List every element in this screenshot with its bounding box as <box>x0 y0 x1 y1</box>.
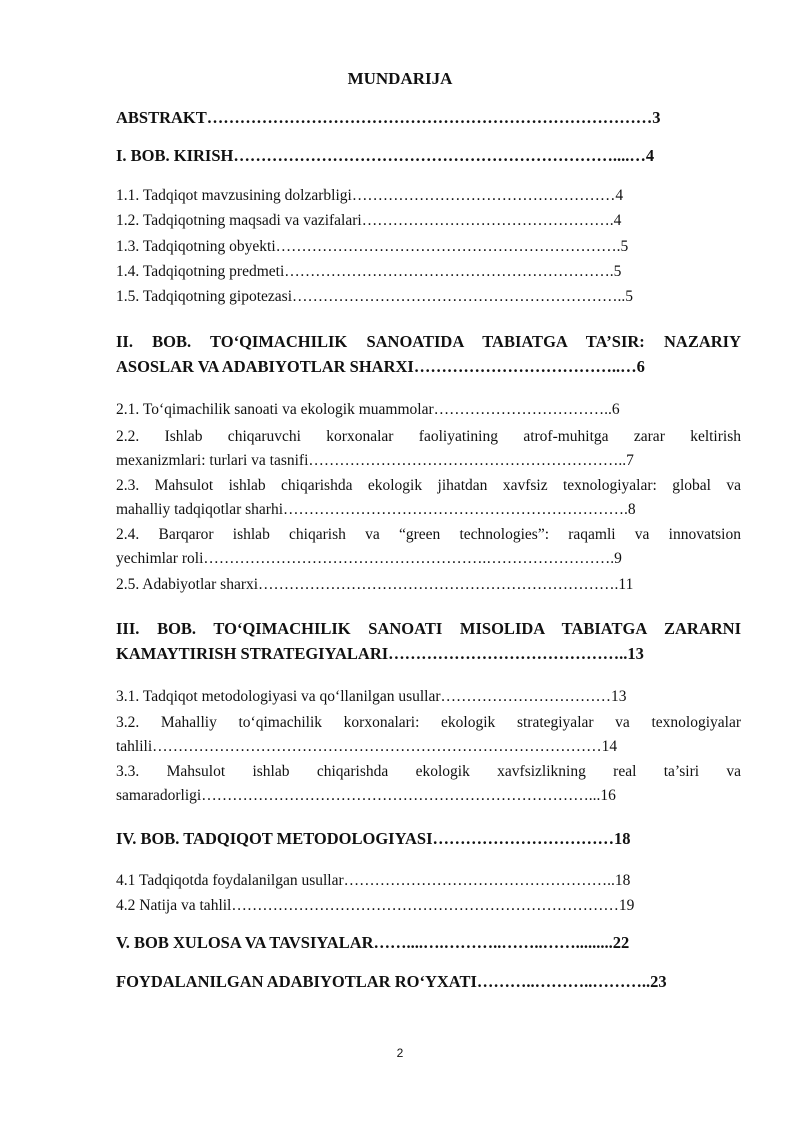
page-title: MUNDARIJA <box>347 69 453 88</box>
toc-entry-chapter-5[interactable]: V. BOB XULOSA VA TAVSIYALAR……....….………..……..…….........22 <box>116 933 630 952</box>
toc-entry-2-4-line-2: yechimlar roli……………………………………………….…………………….9 <box>116 550 622 567</box>
toc-entry-2-3-line-1: 2.3. Mahsulot ishlab chiqarishda ekologik jihatdan xavfsiz texnologiyalar: global va <box>116 477 741 494</box>
toc-entry-3-3-line-2: samaradorligi…………………………………………………………………...16 <box>116 787 616 804</box>
toc-entry-2-3-line-2: mahalliy tadqiqotlar sharhi………………………………………………………….8 <box>116 501 636 518</box>
toc-entry-abstrakt[interactable]: ABSTRAKT………………………………………………………………………3 <box>116 108 661 127</box>
toc-entry-2-2-line-2: mexanizmlari: turlari va tasnifi……………………………………………………..7 <box>116 452 634 469</box>
toc-entry-2-5[interactable]: 2.5. Adabiyotlar sharxi…………………………………………………………….11 <box>116 576 634 593</box>
toc-entry-chapter-2[interactable] <box>116 329 741 379</box>
toc-entry-2-4[interactable] <box>116 523 741 571</box>
toc-entry-3-3[interactable] <box>116 760 741 808</box>
toc-entry-chapter-2-line-1: II. BOB. TO‘QIMACHILIK SANOATIDA TABIATGA TA’SIR: NAZARIY <box>116 332 741 351</box>
toc-entry-chapter-3-line-1: III. BOB. TO‘QIMACHILIK SANOATI MISOLIDA TABIATGA ZARARNI <box>116 619 741 638</box>
toc-entry-3-2-line-1: 3.2. Mahalliy to‘qimachilik korxonalari: ekologik strategiyalar va texnologiyalar <box>116 714 741 731</box>
toc-entry-4-1[interactable]: 4.1 Tadqiqotda foydalanilgan usullar……………………………………………..18 <box>116 872 631 889</box>
toc-entry-3-2[interactable] <box>116 711 741 759</box>
toc-entry-2-2-line-1: 2.2. Ishlab chiqaruvchi korxonalar faoliyatining atrof-muhitga zarar keltirish <box>116 428 741 445</box>
toc-entry-3-1[interactable]: 3.1. Tadqiqot metodologiyasi va qo‘llanilgan usullar……………………………13 <box>116 688 627 705</box>
toc-entry-chapter-1[interactable]: I. BOB. KIRISH……………………………………………………………....…4 <box>116 146 655 165</box>
toc-entry-2-4-line-1: 2.4. Barqaror ishlab chiqarish va “green technologies”: raqamli va innovatsion <box>116 526 741 543</box>
toc-entry-1-3[interactable]: 1.3. Tadqiqotning obyekti………………………………………………………….5 <box>116 238 629 255</box>
toc-entry-1-4[interactable]: 1.4. Tadqiqotning predmeti……………………………………………………….5 <box>116 263 622 280</box>
toc-entry-chapter-2-line-2: ASOSLAR VA ADABIYOTLAR SHARXI………………………………..…6 <box>116 357 645 376</box>
toc-entry-2-1[interactable]: 2.1. To‘qimachilik sanoati va ekologik muammolar……………………………..6 <box>116 401 620 418</box>
page-number: 2 <box>396 1046 404 1060</box>
toc-entry-chapter-3-line-2: KAMAYTIRISH STRATEGIYALARI……………………………………..13 <box>116 644 644 663</box>
toc-entry-4-2[interactable]: 4.2 Natija va tahlil…………………………………………………………………19 <box>116 897 635 914</box>
toc-entry-references[interactable]: FOYDALANILGAN ADABIYOTLAR RO‘YXATI………..………..………..23 <box>116 972 667 991</box>
toc-entry-1-5[interactable]: 1.5. Tadqiqotning gipotezasi………………………………………………………..5 <box>116 288 633 305</box>
toc-entry-3-2-line-2: tahlili……………………………………………………………………………14 <box>116 738 618 755</box>
toc-entry-3-3-line-1: 3.3. Mahsulot ishlab chiqarishda ekologik xavfsizlikning real ta’siri va <box>116 763 741 780</box>
toc-entry-chapter-4[interactable]: IV. BOB. TADQIQOT METODOLOGIYASI……………………………18 <box>116 829 631 848</box>
toc-entry-1-2[interactable]: 1.2. Tadqiqotning maqsadi va vazifalari………………………………………….4 <box>116 212 622 229</box>
toc-entry-chapter-3[interactable] <box>116 616 741 666</box>
toc-entry-2-3[interactable] <box>116 474 741 522</box>
toc-entry-2-2[interactable] <box>116 425 741 473</box>
toc-entry-1-1[interactable]: 1.1. Tadqiqot mavzusining dolzarbligi……………………………………………4 <box>116 187 624 204</box>
